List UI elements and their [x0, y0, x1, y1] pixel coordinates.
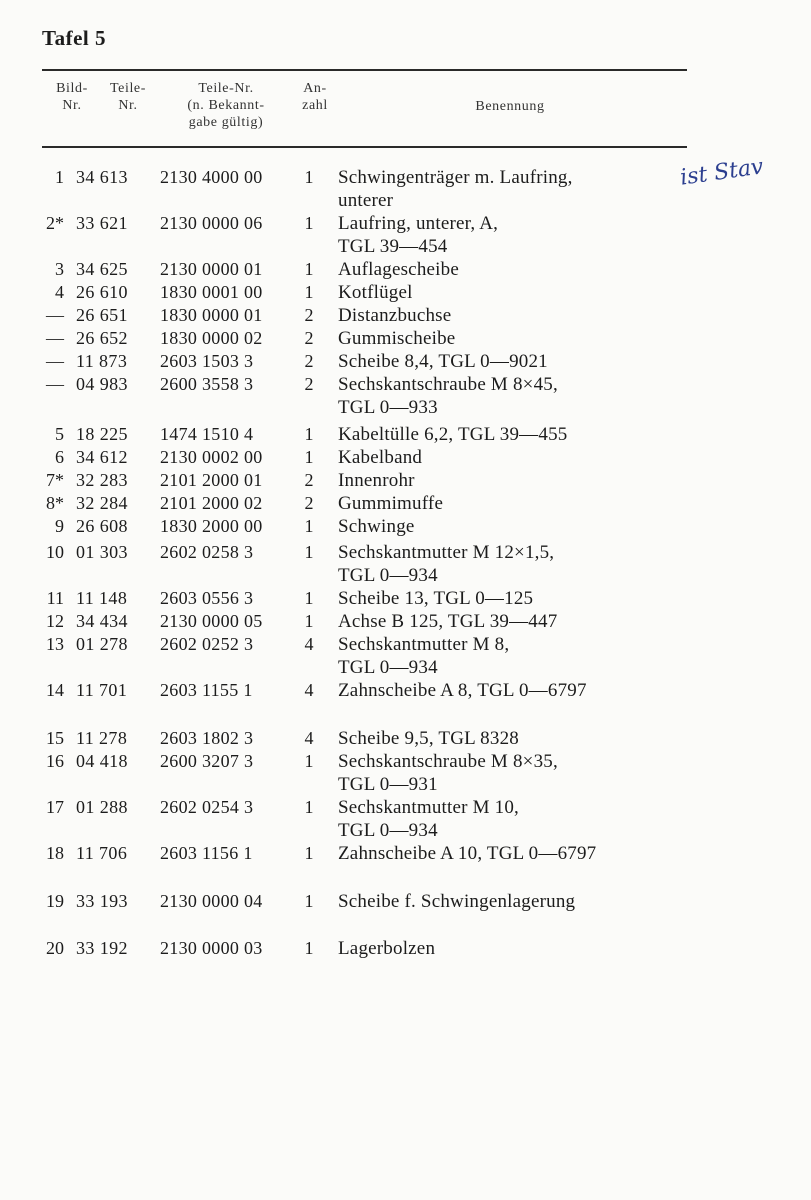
anzahl-cell: 1	[304, 611, 314, 631]
teile-nr-cell: 33 193	[76, 891, 128, 911]
teile-nr-neu-cell: 1474 1510 4	[160, 424, 254, 444]
benennung-cell: Kabelband	[338, 447, 423, 468]
anzahl-cell: 1	[304, 891, 314, 911]
teile-nr-cell: 01 278	[76, 634, 128, 654]
benennung-cell: Sechskantmutter M 12×1,5,	[338, 542, 555, 563]
anzahl-cell: 1	[304, 167, 314, 187]
teile-nr-neu-cell: 1830 0000 01	[160, 305, 263, 325]
bild-nr-cell: 1	[55, 167, 64, 187]
benennung-cell: Sechskantschraube M 8×45,	[338, 374, 558, 395]
table-row	[0, 937, 811, 960]
teile-nr-cell: 11 148	[76, 588, 128, 608]
teile-nr-cell: 11 278	[76, 728, 128, 748]
bild-nr-cell: 8*	[46, 493, 64, 513]
anzahl-cell: 2	[304, 470, 314, 490]
bild-nr-cell: 18	[46, 843, 64, 863]
bild-nr-cell: —	[46, 305, 64, 325]
bild-nr-cell: 11	[46, 588, 64, 608]
teile-nr-neu-cell: 2603 1155 1	[160, 680, 253, 700]
teile-nr-cell: 26 652	[76, 328, 128, 348]
table-row	[0, 350, 811, 373]
benennung-cell: Schwinge	[338, 516, 415, 537]
handwritten-note: ist Stav	[678, 154, 765, 191]
teile-nr-cell: 04 983	[76, 374, 128, 394]
bild-nr-cell: 2*	[46, 213, 64, 233]
bild-nr-cell: 20	[46, 938, 64, 958]
benennung-cell: Sechskantmutter M 8,	[338, 634, 510, 655]
benennung-cell: Gummischeibe	[338, 328, 456, 349]
teile-nr-neu-cell: 1830 2000 00	[160, 516, 263, 536]
teile-nr-neu-cell: 2101 2000 02	[160, 493, 263, 513]
anzahl-cell: 1	[304, 938, 314, 958]
anzahl-cell: 2	[304, 328, 314, 348]
teile-nr-cell: 11 701	[76, 680, 128, 700]
table-row	[0, 633, 811, 678]
teile-nr-neu-cell: 2130 0000 03	[160, 938, 263, 958]
bild-nr-cell: 5	[55, 424, 64, 444]
bild-nr-cell: —	[46, 328, 64, 348]
bild-nr-cell: 4	[55, 282, 64, 302]
teile-nr-neu-cell: 2130 0000 04	[160, 891, 263, 911]
header-top-rule	[42, 69, 687, 71]
bild-nr-cell: 12	[46, 611, 64, 631]
teile-nr-cell: 34 613	[76, 167, 128, 187]
anzahl-cell: 1	[304, 843, 314, 863]
header-teile-nr: Teile- Nr.	[109, 81, 147, 113]
table-row	[0, 446, 811, 469]
benennung-cell: Sechskantmutter M 10,	[338, 797, 519, 818]
anzahl-cell: 1	[304, 424, 314, 444]
benennung-cell: Scheibe 13, TGL 0—125	[338, 588, 534, 609]
teile-nr-neu-cell: 2130 0000 05	[160, 611, 263, 631]
anzahl-cell: 1	[304, 588, 314, 608]
anzahl-cell: 4	[304, 680, 314, 700]
teile-nr-cell: 11 873	[76, 351, 128, 371]
table-row	[0, 727, 811, 750]
anzahl-cell: 1	[304, 259, 314, 279]
teile-nr-cell: 34 434	[76, 611, 128, 631]
benennung-cell: Scheibe 9,5, TGL 8328	[338, 728, 519, 749]
teile-nr-cell: 04 418	[76, 751, 128, 771]
teile-nr-cell: 34 625	[76, 259, 128, 279]
bild-nr-cell: 17	[46, 797, 64, 817]
teile-nr-cell: 34 612	[76, 447, 128, 467]
teile-nr-neu-cell: 2603 1156 1	[160, 843, 253, 863]
teile-nr-cell: 32 284	[76, 493, 128, 513]
bild-nr-cell: —	[46, 374, 64, 394]
anzahl-cell: 4	[304, 728, 314, 748]
teile-nr-neu-cell: 2600 3558 3	[160, 374, 254, 394]
table-row	[0, 258, 811, 281]
teile-nr-cell: 32 283	[76, 470, 128, 490]
header-bottom-rule	[42, 146, 687, 148]
benennung-cell: Gummimuffe	[338, 493, 444, 514]
teile-nr-cell: 26 610	[76, 282, 128, 302]
anzahl-cell: 1	[304, 516, 314, 536]
table-row	[0, 281, 811, 304]
teile-nr-neu-cell: 2602 0254 3	[160, 797, 254, 817]
bild-nr-cell: 15	[46, 728, 64, 748]
table-row	[0, 423, 811, 446]
teile-nr-neu-cell: 2603 0556 3	[160, 588, 254, 608]
benennung-cell: TGL 0—934	[338, 565, 438, 586]
benennung-cell: Scheibe f. Schwingenlagerung	[338, 891, 576, 912]
anzahl-cell: 2	[304, 493, 314, 513]
teile-nr-neu-cell: 2600 3207 3	[160, 751, 254, 771]
bild-nr-cell: 19	[46, 891, 64, 911]
table-row	[0, 327, 811, 350]
table-row	[0, 373, 811, 418]
anzahl-cell: 1	[304, 797, 314, 817]
table-row	[0, 679, 811, 702]
table-row	[0, 304, 811, 327]
bild-nr-cell: 10	[46, 542, 64, 562]
anzahl-cell: 2	[304, 374, 314, 394]
teile-nr-neu-cell: 1830 0000 02	[160, 328, 263, 348]
table-row	[0, 541, 811, 586]
anzahl-cell: 2	[304, 351, 314, 371]
teile-nr-neu-cell: 2602 0258 3	[160, 542, 254, 562]
table-row	[0, 890, 811, 913]
header-teile-nr-neu: Teile-Nr. (n. Bekannt- gabe gültig)	[187, 81, 265, 130]
teile-nr-cell: 33 192	[76, 938, 128, 958]
table-row	[0, 212, 811, 257]
benennung-cell: TGL 0—931	[338, 774, 438, 795]
bild-nr-cell: 14	[46, 680, 64, 700]
header-benennung: Benennung	[475, 99, 545, 114]
bild-nr-cell: —	[46, 351, 64, 371]
teile-nr-cell: 26 608	[76, 516, 128, 536]
benennung-cell: Schwingenträger m. Laufring,	[338, 167, 573, 188]
table-row	[0, 750, 811, 795]
header-bild-nr: Bild- Nr.	[56, 81, 88, 113]
table-row	[0, 515, 811, 538]
benennung-cell: TGL 39—454	[338, 236, 448, 257]
anzahl-cell: 1	[304, 447, 314, 467]
teile-nr-cell: 18 225	[76, 424, 128, 444]
table-row	[0, 469, 811, 492]
bild-nr-cell: 16	[46, 751, 64, 771]
benennung-cell: Zahnscheibe A 10, TGL 0—6797	[338, 843, 597, 864]
benennung-cell: Sechskantschraube M 8×35,	[338, 751, 558, 772]
teile-nr-neu-cell: 2101 2000 01	[160, 470, 263, 490]
benennung-cell: Laufring, unterer, A,	[338, 213, 499, 234]
table-row	[0, 492, 811, 515]
anzahl-cell: 1	[304, 542, 314, 562]
header-anzahl: An- zahl	[302, 81, 328, 113]
benennung-cell: Kabeltülle 6,2, TGL 39—455	[338, 424, 568, 445]
benennung-cell: Zahnscheibe A 8, TGL 0—6797	[338, 680, 587, 701]
bild-nr-cell: 7*	[46, 470, 64, 490]
benennung-cell: Lagerbolzen	[338, 938, 436, 959]
teile-nr-cell: 11 706	[76, 843, 128, 863]
teile-nr-neu-cell: 2602 0252 3	[160, 634, 254, 654]
benennung-cell: TGL 0—934	[338, 820, 438, 841]
bild-nr-cell: 9	[55, 516, 64, 536]
teile-nr-cell: 26 651	[76, 305, 128, 325]
teile-nr-neu-cell: 2130 0002 00	[160, 447, 263, 467]
table-row	[0, 587, 811, 610]
page-title: Tafel 5	[42, 26, 106, 50]
table-row	[0, 610, 811, 633]
benennung-cell: TGL 0—933	[338, 397, 438, 418]
benennung-cell: TGL 0—934	[338, 657, 438, 678]
bild-nr-cell: 3	[55, 259, 64, 279]
teile-nr-neu-cell: 2130 4000 00	[160, 167, 263, 187]
teile-nr-cell: 01 303	[76, 542, 128, 562]
anzahl-cell: 1	[304, 213, 314, 233]
teile-nr-cell: 33 621	[76, 213, 128, 233]
table-row	[0, 842, 811, 865]
table-row	[0, 796, 811, 841]
bild-nr-cell: 6	[55, 447, 64, 467]
teile-nr-neu-cell: 2603 1503 3	[160, 351, 254, 371]
benennung-cell: Innenrohr	[338, 470, 415, 491]
bild-nr-cell: 13	[46, 634, 64, 654]
teile-nr-cell: 01 288	[76, 797, 128, 817]
benennung-cell: Achse B 125, TGL 39—447	[338, 611, 558, 632]
teile-nr-neu-cell: 1830 0001 00	[160, 282, 263, 302]
benennung-cell: unterer	[338, 190, 394, 211]
anzahl-cell: 4	[304, 634, 314, 654]
benennung-cell: Auflagescheibe	[338, 259, 459, 280]
anzahl-cell: 1	[304, 282, 314, 302]
teile-nr-neu-cell: 2603 1802 3	[160, 728, 254, 748]
teile-nr-neu-cell: 2130 0000 01	[160, 259, 263, 279]
benennung-cell: Kotflügel	[338, 282, 413, 303]
benennung-cell: Distanzbuchse	[338, 305, 452, 326]
anzahl-cell: 1	[304, 751, 314, 771]
anzahl-cell: 2	[304, 305, 314, 325]
teile-nr-neu-cell: 2130 0000 06	[160, 213, 263, 233]
benennung-cell: Scheibe 8,4, TGL 0—9021	[338, 351, 548, 372]
